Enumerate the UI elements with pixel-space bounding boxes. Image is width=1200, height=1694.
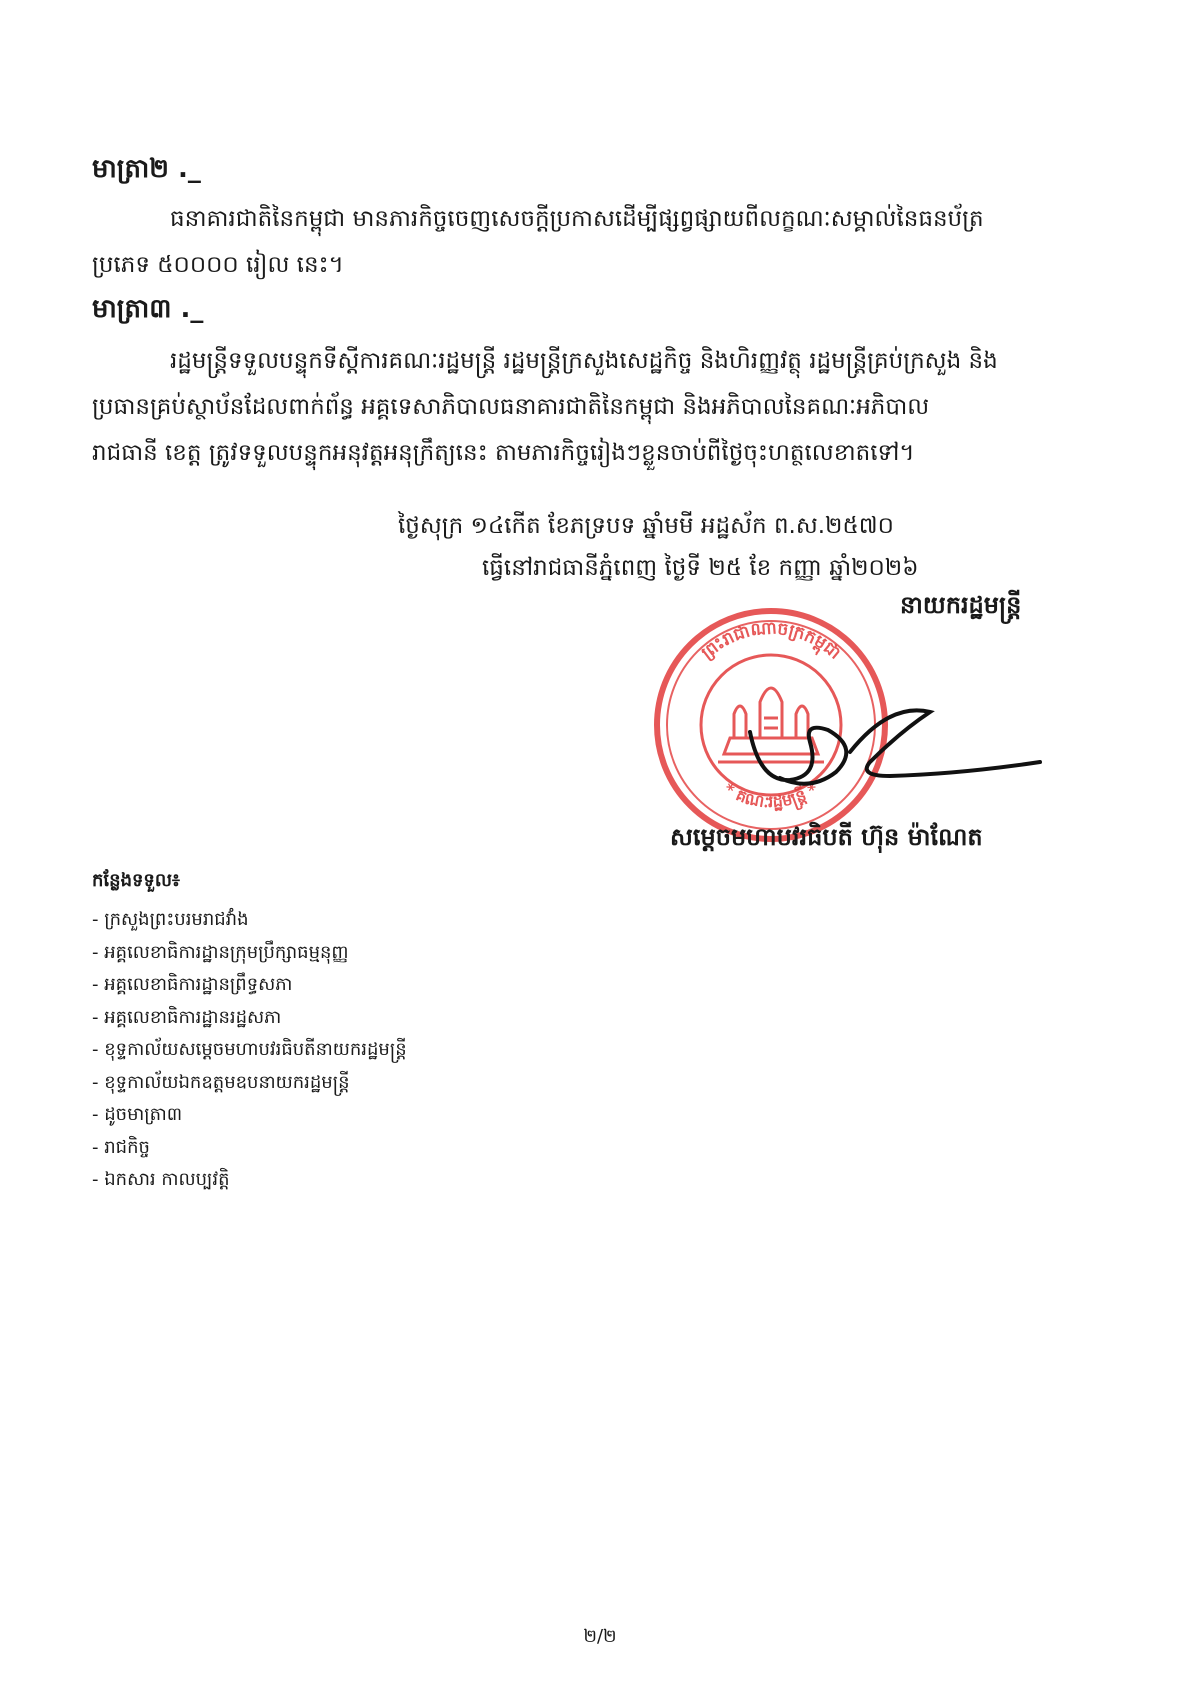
article-3-line-2: ប្រធានគ្រប់ស្ថាប័នដែលពាក់ព័ន្ធ អគ្គទេសាភិបាលធនាគារជាតិនៃកម្ពុជា និងអភិបាលនៃគណៈអភិបាល [92,394,930,420]
article-2-line-1: ធនាគារជាតិនៃកម្ពុជា មានភារកិច្ចចេញសេចក្តីប្រកាសដើម្បីផ្សព្វផ្សាយពីលក្ខណៈសម្គាល់នៃធនប័ត្រ [170,206,984,232]
article-2-heading: មាត្រា២ ._ [92,154,201,184]
article-3-heading: មាត្រា៣ ._ [92,294,204,324]
article-3-line-1: រដ្ឋមន្ត្រីទទួលបន្ទុកទីស្តីការគណៈរដ្ឋមន្ត្រី រដ្ឋមន្ត្រីក្រសួងសេដ្ឋកិច្ច និងហិរញ្ញវត្ថុ រដ្ឋមន្ត្រីគ្រប់ក្រសួង និង [170,348,998,374]
list-item: - អគ្គលេខាធិការដ្ឋានរដ្ឋសភា [92,1006,282,1028]
handwritten-signature [740,692,1070,792]
list-item: - ដូចមាត្រា៣ [92,1104,183,1125]
page-number: ២/២ [583,1626,617,1647]
list-item: - ខុទ្ទកាល័យសម្តេចមហាបវរធិបតីនាយករដ្ឋមន្ត្រី [92,1039,407,1060]
list-item: - អគ្គលេខាធិការដ្ឋានព្រឹទ្ធសភា [92,974,293,995]
signatory-title: នាយករដ្ឋមន្ត្រី [900,591,1022,619]
signatory-name: សម្តេចមហាបវរធិបតី ហ៊ុន ម៉ាណែត [670,823,983,851]
lunar-date: ថ្ងៃសុក្រ ១៤កើត ខែភទ្របទ ឆ្នាំមមី អដ្ឋស័ក ព.ស.២៥៧០ [398,513,894,539]
list-item: - ក្រសួងព្រះបរមរាជវាំង [92,909,249,930]
recipients-title: កន្លែងទទួល៖ [92,870,180,891]
list-item: - ខុទ្ទកាល័យឯកឧត្តមឧបនាយករដ្ឋមន្ត្រី [92,1071,350,1093]
seal-ring-text: ព្រះរាជាណាចក្រកម្ពុជា [697,618,845,664]
article-2-body [92,196,1122,288]
list-item: - ឯកសារ កាលប្បវត្តិ [92,1169,230,1190]
list-item: - អគ្គលេខាធិការដ្ឋានក្រុមប្រឹក្សាធម្មនុញ្ញ [92,941,349,963]
place-and-date: ធ្វើនៅរាជធានីភ្នំពេញ ថ្ងៃទី ២៥ ខែ កញ្ញា ឆ្នាំ២០២៦ [482,555,919,581]
recipients-list [92,904,407,1197]
list-item: - រាជកិច្ច [92,1136,150,1158]
article-3-line-3: រាជធានី ខេត្ត ត្រូវទទួលបន្ទុកអនុវត្តអនុក្រឹត្យនេះ តាមភារកិច្ចរៀងៗខ្លួនចាប់ពីថ្ងៃចុះហត្ថលេខាតទៅ។ [92,440,915,466]
article-3-body [92,338,1122,476]
article-2-line-2: ប្រភេទ ៥០០០០ រៀល នេះ។ [92,252,344,278]
seal-center-text: * គណៈរដ្ឋមន្ត្រី * [720,779,822,812]
